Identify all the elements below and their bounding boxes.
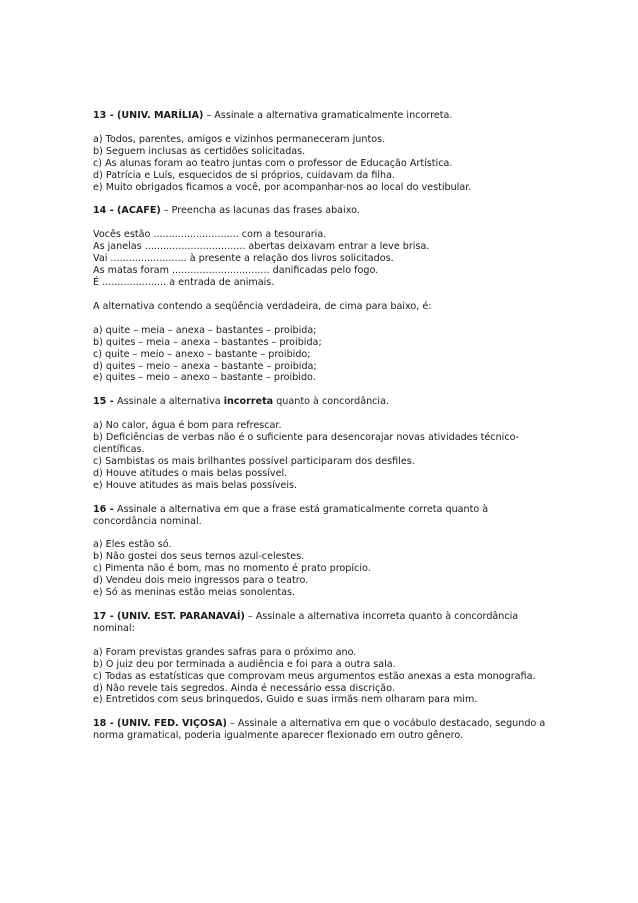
option-e: e) quites – meio – anexo – bastante – proibido. <box>93 372 316 384</box>
option-b-line-1: b) Deficiências de verbas não é o suficiente para desencorajar novas atividades técnico- <box>93 432 520 444</box>
question-18-prompt-line-1: – Assinale a alternativa em que o vocábulo destacado, segundo a <box>226 718 546 730</box>
question-16-prompt-line-2: concordância nominal. <box>93 515 202 527</box>
question-18 <box>93 718 553 742</box>
question-14-heading <box>93 205 553 217</box>
option-e: e) Entretidos com seus brinquedos, Guido e suas irmãs nem olharam para mim. <box>93 694 478 706</box>
option-d: d) Vendeu dois meio ingressos para o teatro. <box>93 575 309 587</box>
question-16-heading <box>93 504 553 528</box>
option-e: e) Muito obrigados ficamos a você, por acompanhar-nos ao local do vestibular. <box>93 181 472 193</box>
question-13-prompt: – Assinale a alternativa gramaticalmente incorreta. <box>203 110 453 121</box>
question-15-prompt-start: Assinale a alternativa <box>117 396 224 408</box>
question-15-heading <box>93 396 553 408</box>
question-15-prompt-end: quanto à concordância. <box>273 396 390 408</box>
question-18-heading <box>93 718 553 742</box>
option-b: b) Não gostei dos seus ternos azul-celestes. <box>93 551 305 563</box>
option-b: b) Seguem inclusas as certidões solicitadas. <box>93 145 306 157</box>
option-b: b) O juiz deu por terminada a audiência e foi para a outra sala. <box>93 658 396 670</box>
sentence-2: As janelas ................................. abertas deixavam entrar a leve brisa. <box>93 241 430 253</box>
question-17-prompt-line-2: nominal: <box>93 622 135 634</box>
option-d: d) quites – meio – anexa – bastante – proibida; <box>93 360 317 372</box>
option-c: c) Sambistas os mais brilhantes possível participaram dos desfiles. <box>93 455 415 467</box>
question-16-number: 16 - <box>93 503 118 515</box>
question-14 <box>93 205 553 384</box>
question-16 <box>93 504 553 599</box>
option-b <box>93 432 553 456</box>
question-18-number: 18 - (UNIV. FED. VIÇOSA) <box>93 718 227 730</box>
question-17 <box>93 611 553 706</box>
option-c: c) As alunas foram ao teatro juntas com o professor de Educação Artística. <box>93 157 453 169</box>
question-13-heading <box>93 110 553 122</box>
sentence-5: É ..................... a entrada de animais. <box>93 276 275 288</box>
sentence-3: Vai ......................... à presente a relação dos livros solicitados. <box>93 253 394 265</box>
question-17-options <box>93 647 553 707</box>
question-14-instruction: A alternativa contendo a seqüência verdadeira, de cima para baixo, é: <box>93 300 432 312</box>
question-13-options <box>93 134 553 194</box>
option-a: a) Todos, parentes, amigos e vizinhos permaneceram juntos. <box>93 133 386 145</box>
sentence-1: Vocês estão ............................ com a tesouraria. <box>93 229 327 241</box>
option-d: d) Não revele tais segredos. Ainda é necessário essa discrição. <box>93 682 395 694</box>
question-16-prompt-line-1: Assinale a alternativa em que a frase está gramaticalmente correta quanto à <box>117 503 489 515</box>
question-15-emphasis: incorreta <box>223 396 274 408</box>
option-e: e) Houve atitudes as mais belas possíveis. <box>93 479 298 491</box>
question-17-heading <box>93 611 553 635</box>
question-16-options <box>93 539 553 599</box>
option-c: c) quite – meio – anexo – bastante – proibido; <box>93 348 311 360</box>
option-d: d) Patrícia e Luís, esquecidos de si próprios, cuidavam da filha. <box>93 169 396 181</box>
questions-content <box>93 110 553 754</box>
question-15-number: 15 - <box>93 396 118 408</box>
question-14-options <box>93 325 553 385</box>
question-15-options <box>93 420 553 491</box>
option-a: a) Foram previstas grandes safras para o próximo ano. <box>93 646 357 658</box>
option-b: b) quites – meia – anexa – bastantes – proibida; <box>93 336 322 348</box>
question-18-prompt-line-2: norma gramatical, poderia igualmente aparecer flexionado em outro gênero. <box>93 730 464 742</box>
option-b-line-2: científicas. <box>93 444 145 456</box>
question-13 <box>93 110 553 193</box>
question-14-sentences <box>93 229 553 289</box>
sentence-4: As matas foram ................................ danificadas pelo fogo. <box>93 265 379 277</box>
question-14-prompt: – Preencha as lacunas das frases abaixo. <box>160 205 360 217</box>
option-d: d) Houve atitudes o mais belas possível. <box>93 467 288 479</box>
question-17-number: 17 - (UNIV. EST. PARANAVAÍ) <box>93 611 245 622</box>
question-17-prompt-line-1: – Assinale a alternativa incorreta quanto à concordância <box>244 611 519 622</box>
option-a: a) No calor, água é bom para refrescar. <box>93 420 282 432</box>
option-c: c) Pimenta não é bom, mas no momento é prato propício. <box>93 563 371 575</box>
question-15 <box>93 396 553 491</box>
option-e: e) Só as meninas estão meias sonolentas. <box>93 587 296 599</box>
question-13-number: 13 - (UNIV. MARÍLIA) <box>93 110 204 121</box>
question-14-number: 14 - (ACAFE) <box>93 205 161 217</box>
option-a: a) quite – meia – anexa – bastantes – proibida; <box>93 324 317 336</box>
option-c: c) Todas as estatísticas que comprovam meus argumentos estão anexas a esta monografia. <box>93 670 536 682</box>
option-a: a) Eles estão só. <box>93 539 172 551</box>
